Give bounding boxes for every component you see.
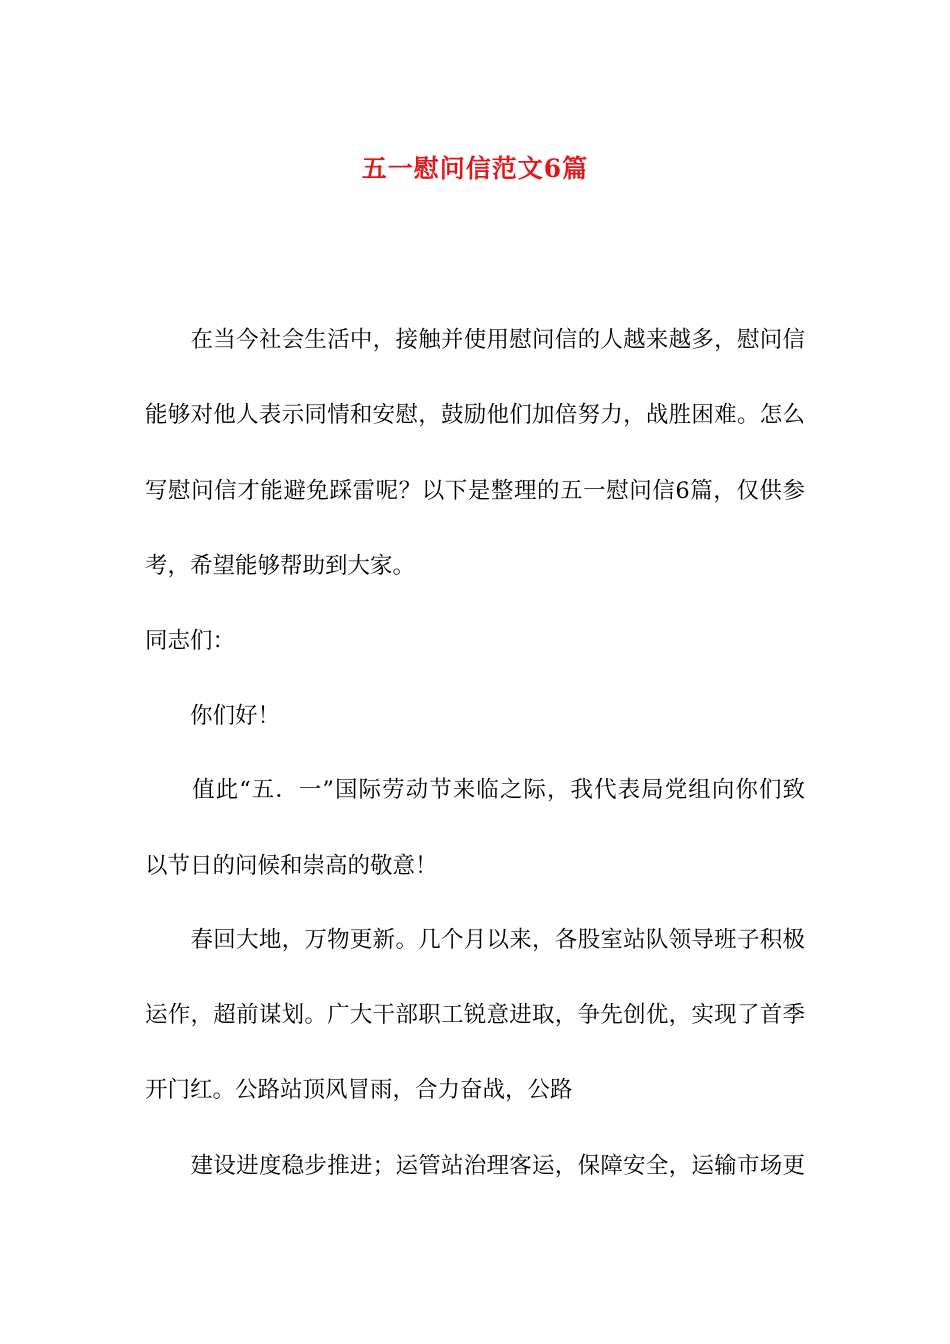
body-line-3: 写慰问信才能避免踩雷呢？以下是整理的五一慰问信6篇，仅供参 (145, 478, 805, 504)
body-line-7: 值此“五．一”国际劳动节来临之际，我代表局党组向你们致 (145, 777, 805, 803)
body-line-11: 开门红。公路站顶风冒雨，合力奋战，公路 (145, 1077, 573, 1103)
body-line-2: 能够对他人表示同情和安慰，鼓励他们加倍努力，战胜困难。怎么 (145, 402, 805, 428)
body-line-1: 在当今社会生活中，接触并使用慰问信的人越来越多，慰问信 (145, 327, 805, 353)
body-line-12: 建设进度稳步推进；运管站治理客运，保障安全，运输市场更 (145, 1153, 805, 1179)
document-title: 五一慰问信范文6篇 (361, 153, 589, 183)
body-line-9: 春回大地，万物更新。几个月以来，各股室站队领导班子积极 (145, 927, 805, 953)
greeting: 你们好！ (145, 703, 281, 729)
body-line-10: 运作，超前谋划。广大干部职工锐意进取，争先创优，实现了首季 (145, 1002, 805, 1028)
body-line-4: 考，希望能够帮助到大家。 (145, 553, 416, 579)
body-line-8: 以节日的问候和崇高的敬意！ (145, 853, 438, 879)
salutation: 同志们： (145, 628, 236, 654)
